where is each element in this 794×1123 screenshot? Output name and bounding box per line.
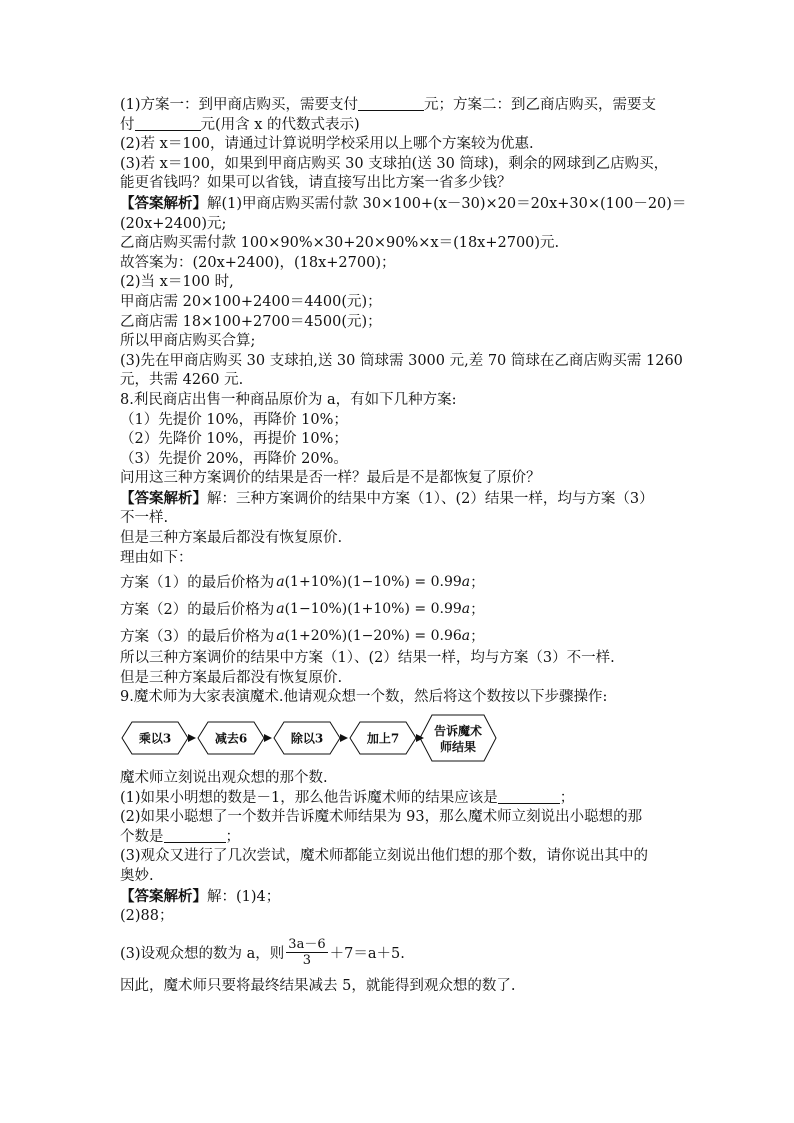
answer-tag: 【答案解析】 — [120, 194, 207, 212]
q8-formula-label: 方案（3）的最后价格为 — [120, 629, 275, 646]
q9-part2: (2)如果小聪想了一个数并告诉魔术师结果为 93，那么魔术师立刻说出小聪想的那 — [120, 809, 643, 826]
q9-part2-text: 个数是 — [120, 828, 164, 845]
answer-blank — [498, 789, 560, 804]
q9-answer-text: 解：(1)4； — [207, 888, 281, 905]
q9-answer-formula-line — [120, 933, 710, 973]
q7-part3-line-2: 能更省钱吗？如果可以省钱，请直接写出比方案一省多少钱？ — [120, 175, 512, 192]
fraction-denominator: 3 — [302, 953, 312, 969]
q9-answer-line: (2)88； — [120, 908, 174, 925]
q9-stem: 9.魔术师为大家表演魔术.他请观众想一个数，然后将这个数按以下步骤操作: — [120, 689, 608, 706]
q9-answer-line — [120, 887, 710, 908]
q8-answer-line: 不一样. — [120, 510, 169, 527]
flow-step-label: 除以3 — [290, 731, 324, 746]
q7-answer-line: 乙商店需 18×100+2700＝4500(元)； — [120, 313, 382, 330]
q8-answer-line: 但是三种方案最后都没有恢复原价. — [120, 530, 343, 547]
arrow-icon — [416, 734, 424, 742]
q8-conclusion: 但是三种方案最后都没有恢复原价. — [120, 669, 343, 686]
q8-formula-label: 方案（1）的最后价格为 — [120, 575, 275, 592]
q8-formula: a(1+20%)(1−20%) = 0.96a — [276, 627, 471, 644]
q7-part1-text: (1)方案一：到甲商店购买，需要支付 — [120, 97, 359, 113]
q7-part3-line: (3)若 x＝100，如果到甲商店购买 30 支球拍(送 30 筒球)，剩余的网球到乙店购买， — [120, 155, 669, 172]
fraction — [286, 937, 327, 968]
flow-result-box — [420, 715, 496, 761]
q8-formula-label: 方案（2）的最后价格为 — [120, 602, 275, 619]
q8-option: （1）先提价 10%，再降价 10%； — [120, 411, 348, 428]
q8-conclusion: 所以三种方案调价的结果中方案（1）、(2）结果一样，均与方案（3）不一样. — [120, 650, 615, 667]
flow-step-label: 加上7 — [366, 731, 400, 746]
q7-part1-line — [120, 96, 710, 116]
q7-answer-line: 元，共需 4260 元. — [120, 372, 244, 389]
answer-tag: 【答案解析】 — [120, 887, 207, 905]
flow-result-label: 告诉魔术 — [433, 724, 483, 739]
q9-part1: (1)如果小明想的数是－1，那么他告诉魔术师的结果应该是 ； — [120, 789, 575, 806]
q7-answer-line: 所以甲商店购买合算; — [120, 333, 256, 350]
q8-answer-line — [120, 489, 710, 510]
q9-answer-text: ＋7＝a＋5. — [329, 946, 405, 963]
answer-blank — [164, 828, 226, 843]
q9-part3-line-2: 奥妙. — [120, 868, 154, 884]
arrow-icon — [340, 734, 348, 742]
q9-answer-line: 因此，魔术师只要将最终结果减去 5，就能得到观众想的数了. — [120, 977, 516, 994]
flow-result-label: 师结果 — [439, 740, 477, 755]
q9-part1-text: (1)如果小明想的数是－1，那么他告诉魔术师的结果应该是 — [120, 789, 498, 806]
q7-answer-line — [120, 194, 710, 215]
q7-part1-text-3: 付 — [120, 116, 135, 133]
q9-part2-line-2: 个数是 ； — [120, 828, 240, 845]
q8-answer-text: 解：三种方案调价的结果中方案（1）、(2）结果一样，均与方案（3） — [207, 490, 654, 507]
q7-answer-line: (2)当 x＝100 时, — [120, 274, 234, 291]
q7-answer-line: 乙商店购买需付款 100×90%×30+20×90%×x＝(18x+2700)元. — [120, 235, 560, 252]
arrow-icon — [264, 734, 272, 742]
q8-question: 问用这三种方案调价的结果是否一样？最后是不是都恢复了原价？ — [120, 470, 541, 487]
q8-answer-line: 理由如下： — [120, 549, 193, 566]
q8-formula: a(1−10%)(1+10%) = 0.99a — [276, 600, 471, 617]
q8-option: （3）先提价 20%，再降价 20%。 — [120, 450, 348, 467]
q8-formula-line: 方案（3）的最后价格为 a(1+20%)(1−20%) = 0.96a ； — [120, 622, 710, 649]
q8-option: （2）先降价 10%，再提价 10%； — [120, 431, 348, 448]
flow-step-label: 减去6 — [214, 731, 248, 746]
q7-part1-line-2 — [120, 116, 710, 136]
answer-blank — [358, 96, 424, 111]
q8-formula-line: 方案（1）的最后价格为 a(1+10%)(1−10%) = 0.99a ； — [120, 568, 710, 595]
fraction-numerator: 3a－6 — [288, 937, 326, 953]
q8-stem: 8.利民商店出售一种商品原价为 a，有如下几种方案: — [120, 391, 457, 408]
q9-answer-text: (3)设观众想的数为 a，则 — [120, 946, 285, 963]
answer-tag: 【答案解析】 — [120, 489, 207, 507]
flow-step-label: 乘以3 — [138, 731, 172, 746]
q8-formula: a(1+10%)(1−10%) = 0.99a — [276, 573, 471, 590]
flowchart-svg — [120, 713, 500, 763]
q7-part1-text-4: 元(用含 x 的代数式表示) — [200, 116, 360, 133]
q9-flowchart — [120, 713, 710, 763]
q7-part1-text-2: 元；方案二：到乙商店购买，需要支 — [424, 97, 657, 113]
q9-after-text: 魔术师立刻说出观众想的那个数. — [120, 770, 328, 787]
q7-answer-line: 甲商店需 20×100+2400＝4400(元)； — [120, 293, 382, 310]
q7-answer-line: (3)先在甲商店购买 30 支球拍,送 30 筒球需 3000 元,差 70 筒球在乙商店购买需 1260 — [120, 352, 683, 369]
q7-answer-line: (20x+2400)元; — [120, 215, 227, 232]
answer-blank — [135, 116, 201, 131]
q7-answer-text: 解(1)甲商店购买需付款 30×100+(x－30)×20＝20x+30×(100－20)＝ — [207, 195, 687, 212]
q8-formula-line: 方案（2）的最后价格为 a(1−10%)(1+10%) = 0.99a ； — [120, 595, 710, 622]
q9-part3: (3)观众又进行了几次尝试，魔术师都能立刻说出他们想的那个数，请你说出其中的 — [120, 848, 649, 865]
arrow-icon — [188, 734, 196, 742]
q7-answer-line: 故答案为：(20x+2400)，(18x+2700)； — [120, 254, 396, 271]
document-page — [120, 96, 710, 996]
q7-part2: (2)若 x＝100，请通过计算说明学校采用以上哪个方案较为优惠. — [120, 136, 534, 153]
